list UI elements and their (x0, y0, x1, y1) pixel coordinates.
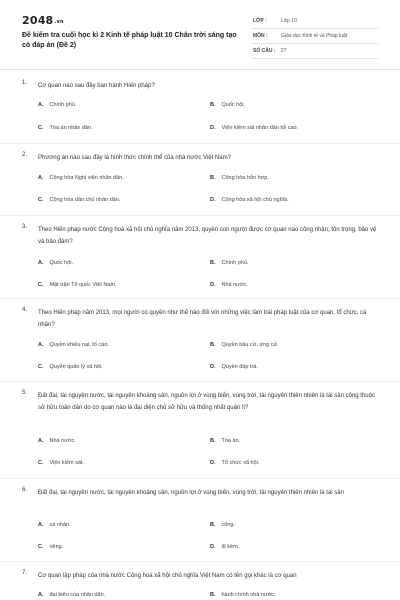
option-d[interactable]: D. đi kèm. (210, 544, 240, 550)
question-number: 1. (22, 80, 28, 86)
option-a[interactable]: A. đại biểu của nhân dân. (38, 592, 106, 598)
option-c[interactable]: C. Quyền quản lý xã hội. (38, 364, 103, 370)
option-c[interactable]: C. Mặt trận Tổ quốc Việt Nam. (38, 282, 117, 288)
question-number: 7. (22, 570, 28, 576)
question-2 (0, 152, 400, 212)
question-text: Theo Hiến pháp nước Cộng hoà xã hội chủ nghĩa năm 2013, quyền con người được cơ quan nào công nhận, tôn trọng, bảo vệ và bảo đảm? (38, 227, 377, 245)
option-b[interactable]: B. hành chính nhà nước. (210, 592, 276, 598)
option-d[interactable]: D. Quyền đáp trả. (210, 364, 258, 370)
question-text: Đất đai, tài nguyên nước, tài nguyên khoáng sản, nguồn lợi ở vùng biển, vùng trời, tài nguyên thiên nhiên là tài sản (38, 490, 344, 496)
question-text: Phương án nào sau đây là hình thức chính thể của nhà nước Việt Nam? (38, 155, 231, 161)
document-header (0, 0, 400, 68)
question-divider (0, 143, 400, 144)
option-a[interactable]: A. Nhà nước. (38, 438, 76, 444)
logo-main: 2048 (22, 14, 54, 27)
option-a[interactable]: A. cá nhân. (38, 522, 71, 528)
question-6 (0, 487, 400, 559)
question-5 (0, 390, 400, 475)
question-7 (0, 570, 400, 600)
option-c[interactable]: C. Viện kiểm sát. (38, 460, 84, 466)
option-b[interactable]: B. Chính phủ. (210, 260, 249, 266)
question-text: Đất đai, tài nguyên nước, tài nguyên khoáng sản, nguồn lợi ở vùng biển, vùng trời, tài nguyên thiên nhiên là tài sản công thuộc sở hữu toàn dân do cơ quan nào là đại diện chủ sở hữu và thống nhất quản lí? (38, 393, 375, 411)
option-c[interactable]: C. Tòa án nhân dân. (38, 125, 93, 131)
question-text: Cơ quan nào sau đây ban hành Hiến pháp? (38, 83, 155, 89)
meta-key: MÔN : (253, 33, 268, 39)
question-number: 6. (22, 487, 28, 493)
option-c[interactable]: C. riêng. (38, 544, 64, 550)
question-divider (0, 478, 400, 479)
option-b[interactable]: B. công. (210, 522, 235, 528)
question-number: 4. (22, 307, 28, 313)
question-text: Cơ quan lập pháp của nhà nước Cộng hoà xã hội chủ nghĩa Việt Nam có tên gọi khác là cơ quan (38, 573, 297, 579)
meta-row-class (253, 14, 378, 29)
option-a[interactable]: A. Cộng hòa Nghị viện nhân dân. (38, 175, 124, 181)
meta-value: Giáo dục Kinh tế và Pháp luật (281, 33, 348, 39)
meta-row-count (253, 44, 378, 59)
question-3 (0, 224, 400, 296)
question-text: Theo Hiến pháp năm 2013, mọi người có quyền như thế nào đối với những việc làm trái pháp luật của cơ quan, tổ chức, cá nhân? (38, 310, 367, 328)
question-number: 5. (22, 390, 28, 396)
option-b[interactable]: B. Quốc hội. (210, 102, 246, 108)
question-4 (0, 307, 400, 379)
question-divider (0, 215, 400, 216)
meta-row-subject (253, 29, 378, 44)
option-d[interactable]: D. Viện kiểm sát nhân dân tối cao. (210, 125, 299, 131)
option-b[interactable]: B. Tòa án. (210, 438, 241, 444)
site-logo[interactable] (22, 14, 64, 27)
option-c[interactable]: C. Cộng hòa dân chủ nhân dân. (38, 197, 121, 203)
option-b[interactable]: B. Quyền bầu cử, ứng cử. (210, 342, 279, 348)
option-d[interactable]: D. Tổ chức xã hội. (210, 460, 260, 466)
option-a[interactable]: A. Quyền khiếu nại, tố cáo. (38, 342, 109, 348)
logo-suffix: .vn (54, 19, 64, 25)
option-d[interactable]: D. Cộng hòa xã hội chủ nghĩa. (210, 197, 289, 203)
option-a[interactable]: A. Chính phủ. (38, 102, 77, 108)
question-number: 3. (22, 224, 28, 230)
meta-table (253, 14, 378, 59)
option-d[interactable]: D. Nhà nước. (210, 282, 248, 288)
question-divider (0, 561, 400, 562)
option-a[interactable]: A. Quốc hội. (38, 260, 74, 266)
header-divider (0, 69, 400, 70)
question-divider (0, 381, 400, 382)
question-number: 2. (22, 152, 28, 158)
meta-value: 27 (281, 48, 287, 54)
meta-key: LỚP : (253, 18, 267, 24)
meta-value: Lớp 10 (281, 18, 297, 24)
document-title: Đề kiểm tra cuối học kì 2 Kinh tế pháp luật 10 Chân trời sáng tạo có đáp án (Đề 2) (22, 32, 237, 49)
question-divider (0, 298, 400, 299)
option-b[interactable]: B. Cộng hòa hỗn hợp. (210, 175, 269, 181)
question-1 (0, 80, 400, 140)
meta-key: SỐ CÂU : (253, 48, 276, 54)
